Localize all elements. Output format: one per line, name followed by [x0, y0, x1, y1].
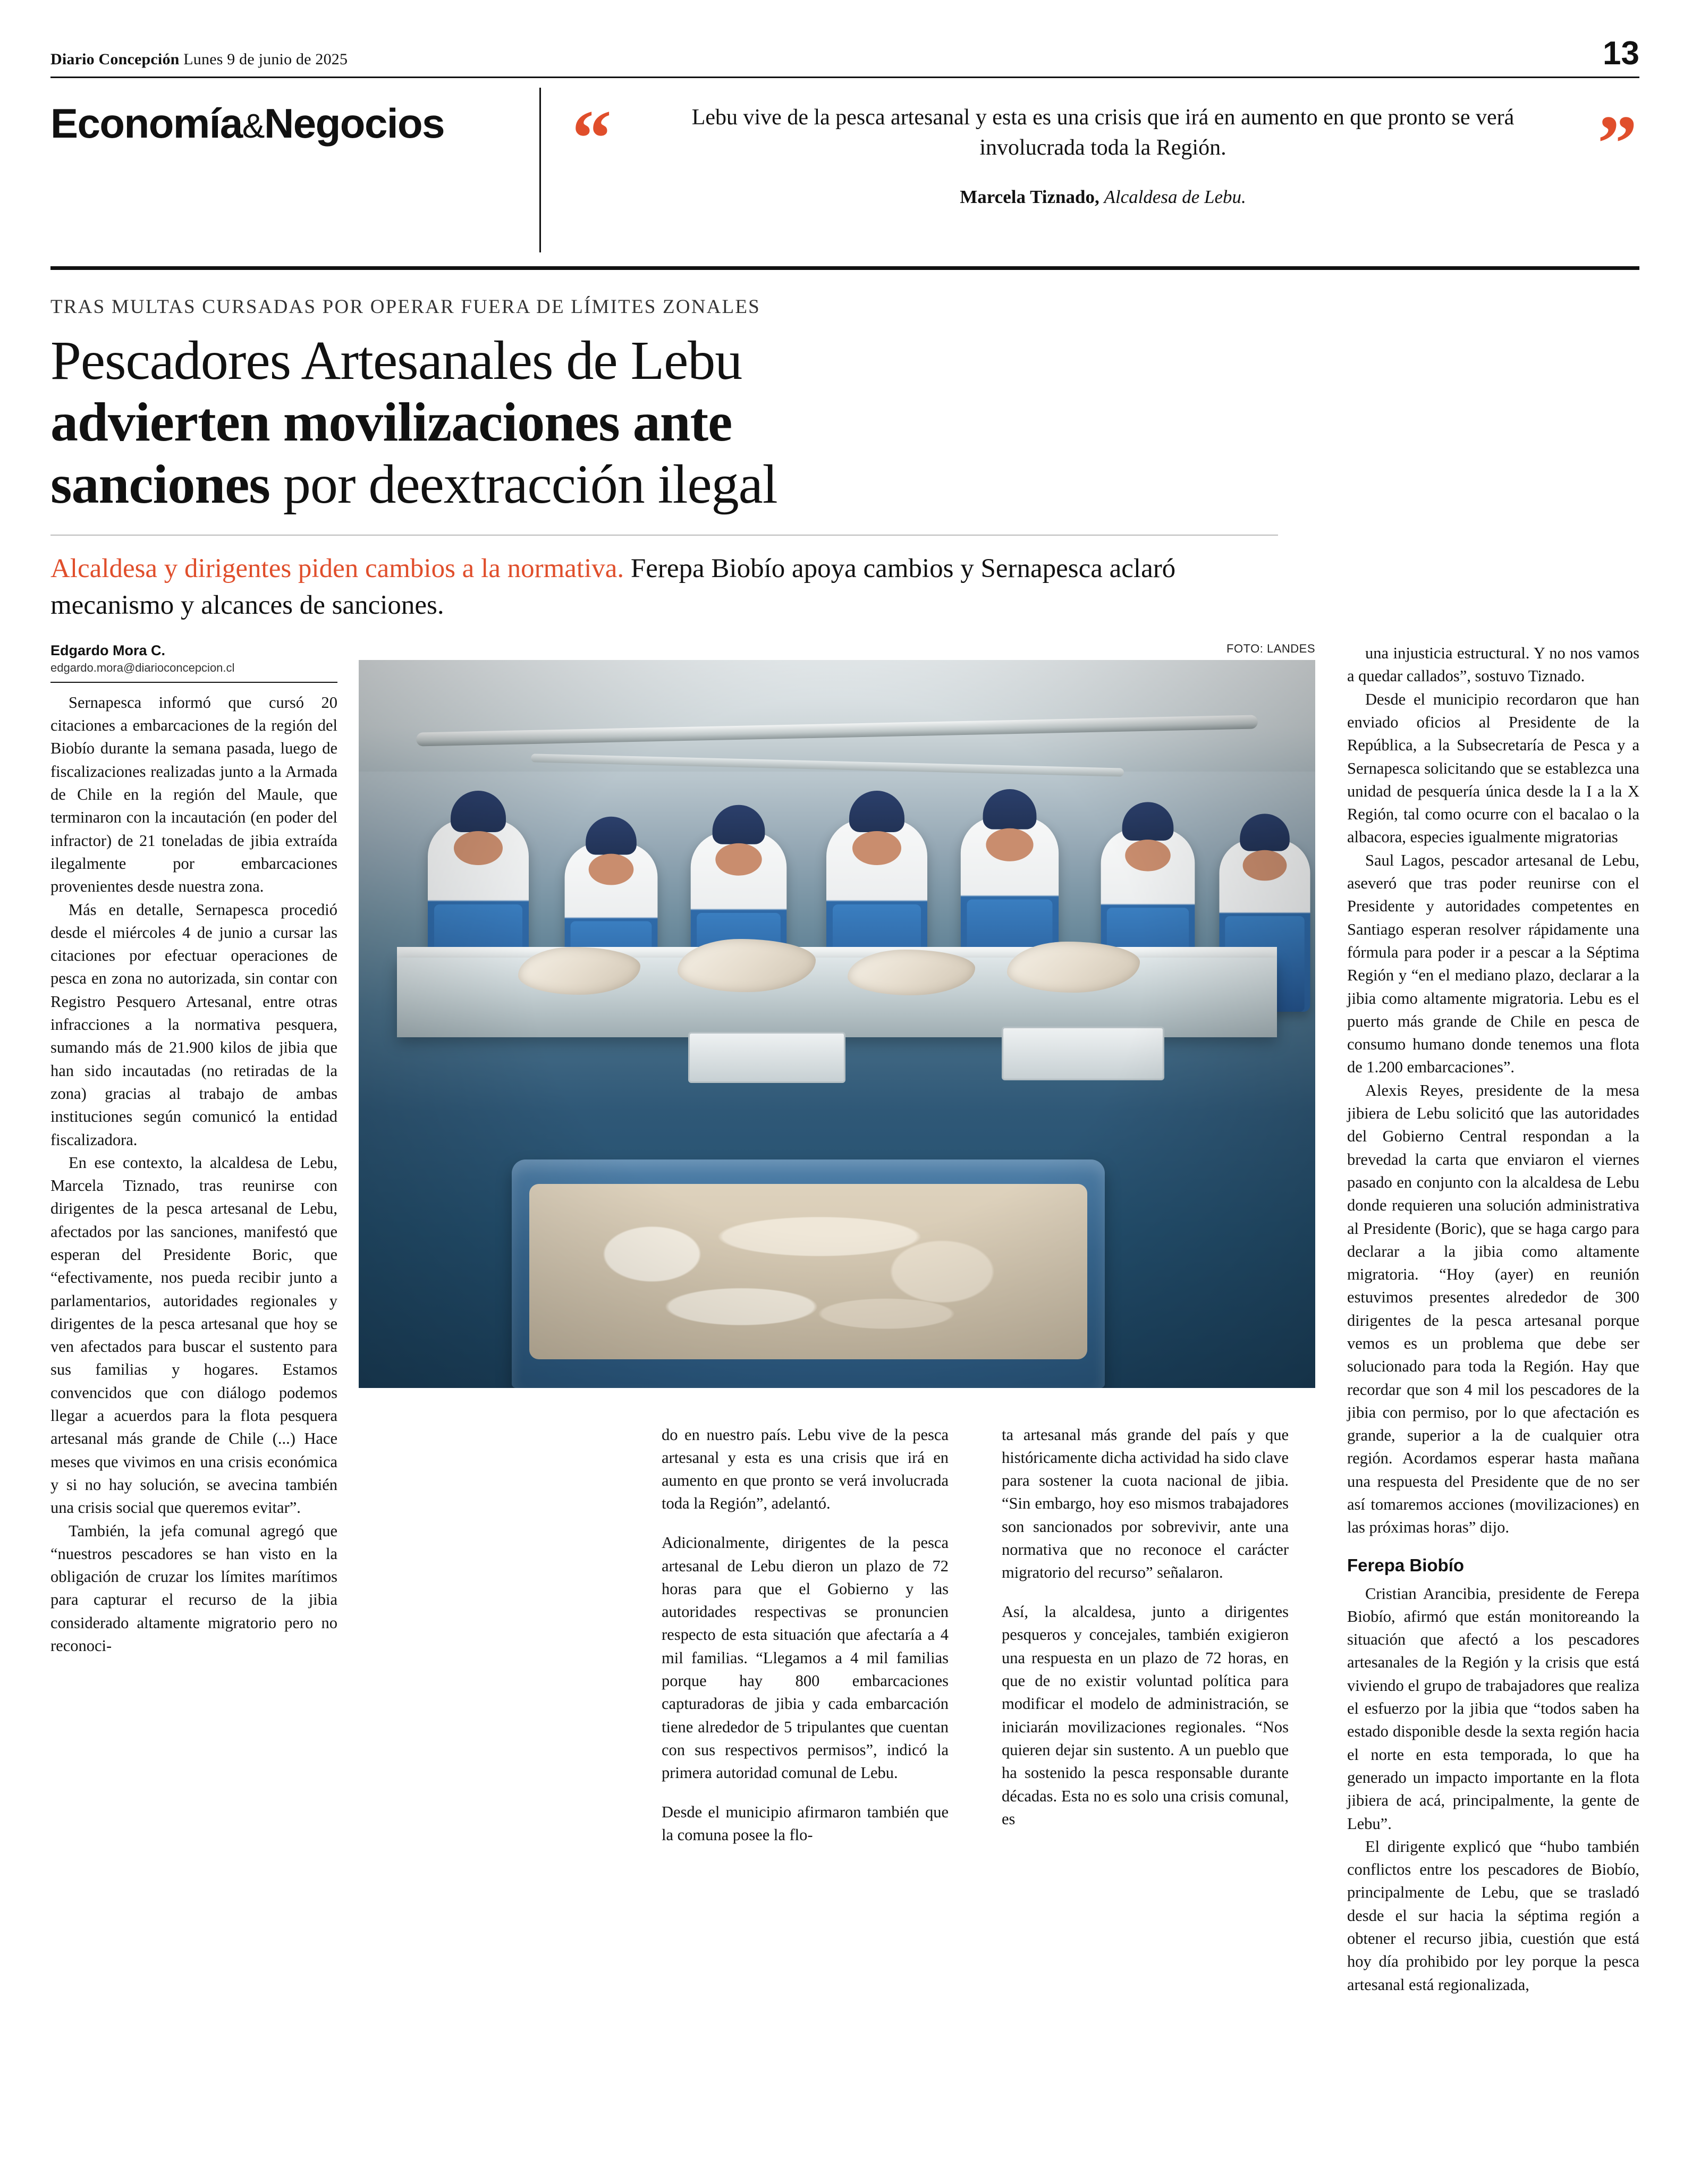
pull-quote-attribution [588, 187, 1618, 208]
masthead-left [50, 50, 348, 69]
byline-rule [50, 682, 337, 683]
paragraph: En ese contexto, la alcaldesa de Lebu, Marcela Tiznado, tras reunirse con dirigentes de la pesca artesanal de Lebu, afectados por las sanciones, manifestó que esperan del Presidente Boric, que “efectivamente, nos pueda recibir junto a parlamentarios, autoridades regionales y dirigentes de la pesca artesanal que hoy se ven afectados para buscar el sustento para sus familias y hogares. Estamos convencidos que con diálogo podemos llegar a acuerdos para la flota pesquera artesanal más grande de Chile (...) Hace meses que vivimos en una crisis económica y si no hay solución, se avecina también una crisis social que queremos evitar”. [50, 1153, 337, 1517]
paragraph: Sernapesca informó que cursó 20 citaciones a embarcaciones de la región del Biobío durante la semana pasada, luego de fiscalizaciones realizadas junto a la Armada de Chile en la región del Maule, que terminaron con la incautación (en poder del infractor) de 21 toneladas de jibia extraída ilegalmente por embarcaciones provenientes desde nuestra zona. [50, 693, 337, 896]
paragraph: El dirigente explicó que “hubo también conflictos entre los pescadores de Biobío, principalmente de Lebu, que se trasladó desde el sur hacia la séptima región a obtener el recurso jibia, cuestión que está hoy día prohibido por ley porque la pesca artesanal está regionalizada, [1347, 1837, 1639, 1994]
paper-name: Diario Concepción [50, 50, 180, 68]
masthead [50, 37, 1639, 70]
body-column-4 [1347, 642, 1639, 1996]
section-rule [50, 266, 1639, 270]
quote-open-icon: “ [572, 94, 612, 182]
standfirst-rest: Ferepa Biobío apoya cambios y Sernapesca aclaró mecanismo y alcances de sanciones. [50, 554, 1176, 621]
headline-rule [50, 535, 1278, 536]
paragraph: ta artesanal más grande del país y que históricamente dicha actividad ha sido clave para sostener la cuota nacional de jibia. “Sin embargo, hoy eso mismos trabajadores son sancionados por sobrevivir, ante una normativa que no reconoce el carácter migratorio del recurso” señalaron. [1002, 1425, 1289, 1582]
paragraph: Cristian Arancibia, presidente de Ferepa Biobío, afirmó que están monitoreando la situación que afectó a los pescadores artesanales de la Región y la crisis que está viviendo el grupo de trabajadores que realiza el esfuerzo por la jibia que “todos saben ha estado disponible desde la sexta región hacia el norte en esta temporada, lo que ha generado un impacto importante en la flota jibiera de acá, principalmente, la gente de Lebu”. [1347, 1584, 1639, 1833]
page-content [50, 35, 1639, 1994]
headline-line-3-bold: sanciones [50, 453, 270, 515]
paragraph: do en nuestro país. Lebu vive de la pesca artesanal y esta es una crisis que irá en aumento en que pronto se verá involucrada toda la Región”, adelantó. [662, 1425, 949, 1513]
issue-date: Lunes 9 de junio de 2025 [183, 50, 348, 68]
paragraph: una injusticia estructural. Y no nos vamos a quedar callados”, sostuvo Tiznado. [1347, 644, 1639, 685]
body-column-2 [662, 1407, 949, 1863]
article-headline [50, 330, 1278, 515]
section-header-band [50, 88, 1639, 252]
headline-line-1: Pescadores Artesanales de Lebu [50, 330, 742, 391]
subhead-ferepa: Ferepa Biobío [1347, 1555, 1465, 1575]
paragraph: Así, la alcaldesa, junto a dirigentes pesqueros y concejales, también exigieron una respuesta en un plazo de 72 horas, en que de no existir voluntad política para modificar el modelo de administración, se iniciarán movilizaciones regionales. “Nos quieren dejar sin sustento. A un pueblo que ha sostenido la pesca responsable durante décadas. Esta no es solo una crisis comunal, es [1002, 1603, 1289, 1828]
paragraph: Saul Lagos, pescador artesanal de Lebu, aseveró que tras poder reunirse con el Presidente y autoridades competentes en Santiago esperan resolver rápidamente una fórmula para poder ir a pescar a la Séptima Región y “en el mediano plazo, declarar a la jibia como altamente migratoria. Lebu es el puerto más grande de Chile en pesca de consumo humano donde tenemos una flota de 1.200 embarcaciones”. [1347, 851, 1639, 1077]
pull-quote [566, 88, 1639, 252]
body-column-1 [50, 642, 337, 1657]
article-photo-block [359, 642, 1315, 1388]
article-standfirst [50, 551, 1278, 624]
byline-name: Edgardo Mora C. [50, 642, 166, 659]
pull-quote-text: Lebu vive de la pesca artesanal y esta es una crisis que irá en aumento en que pronto se verá involucrada toda la Región. [691, 105, 1515, 160]
masthead-rule [50, 77, 1639, 78]
paragraph: Desde el municipio recordaron que han enviado oficios al Presidente de la República, a la Subsecretaría de Pesca y a Sernapesca solicitando que se establezca una unidad de pesquería única desde la I a la X Región, tal como ocurre con el bacalao o la albacora, especies igualmente migratorias [1347, 690, 1639, 846]
vertical-divider [539, 88, 541, 252]
pull-quote-author: Marcela Tiznado, [960, 187, 1099, 208]
section-title-sub: Negocios [264, 100, 445, 147]
headline-line-2: advierten movilizaciones ante [50, 392, 732, 453]
headline-line-3-rest: por deextracción ilegal [269, 453, 777, 515]
page-number: 13 [1603, 35, 1639, 72]
byline [50, 642, 337, 675]
photo-credit: FOTO: LANDES [1226, 642, 1315, 656]
section-title-main: Economía [50, 100, 242, 147]
standfirst-lead: Alcaldesa y dirigentes piden cambios a la normativa. [50, 554, 624, 584]
pull-quote-role: Alcaldesa de Lebu. [1104, 187, 1246, 208]
byline-email: edgardo.mora@diarioconcepcion.cl [50, 661, 235, 675]
section-title [50, 88, 539, 252]
paragraph: Alexis Reyes, presidente de la mesa jibiera de Lebu solicitó que las autoridades del Gobierno Central respondan a la brevedad la carta que enviaron el viernes pasado en conjunto con la alcaldesa de Lebu donde requieren una solución administrativa al Presidente (Boric), que se haga cargo para declarar a la jibia como altamente migratoria. “Hoy (ayer) en reunión estuvimos presentes alrededor de 300 dirigentes de la pesca artesanal porque vemos es un problema que debe ser solucionado para toda la Región. Hay que recordar que son 4 mil los pescadores de la jibia con permiso, por lo que afectación es grande, superior a la de cualquier otra región. Acordamos esperar hasta mañana una respuesta del Presidente que de no ser así tomaremos acciones (movilizaciones) en las próximas horas” dijo. [1347, 1081, 1639, 1537]
paragraph: También, la jefa comunal agregó que “nuestros pescadores se han visto en la obligación de cruzar los límites marítimos para capturar el recurso de la jibia considerado altamente migratorio pero no reconoci- [50, 1521, 337, 1655]
body-column-3 [1002, 1407, 1289, 1847]
section-title-amp: & [242, 107, 264, 145]
article-kicker: TRAS MULTAS CURSADAS POR OPERAR FUERA DE LÍMITES ZONALES [50, 296, 760, 318]
paragraph: Desde el municipio afirmaron también que la comuna posee la flo- [662, 1803, 949, 1844]
paragraph: Más en detalle, Sernapesca procedió desde el miércoles 4 de junio a cursar las citaciones por efectuar operaciones de pesca en zona no autorizada, sin contar con Registro Pesquero Artesanal, entre otras infracciones a la normativa pesquera, sumando más de 21.900 kilos de jibia que han sido incautadas (no retiradas de la zona) gracias al trabajo de ambas instituciones según comunicó la entidad fiscalizadora. [50, 900, 337, 1149]
article-photo [359, 660, 1315, 1388]
paragraph: Adicionalmente, dirigentes de la pesca artesanal de Lebu dieron un plazo de 72 horas para que el Gobierno y las autoridades respectivas se pronuncien respecto de esta situación que afectaría a 4 mil familias. “Llegamos a 4 mil familias porque hay 800 embarcaciones capturadoras de jibia y cada embarcación tiene alrededor de 5 tripulantes que cuentan con sus respectivos permisos”, indicó la primera autoridad comunal de Lebu. [662, 1534, 949, 1782]
quote-close-icon: ” [1597, 99, 1637, 188]
